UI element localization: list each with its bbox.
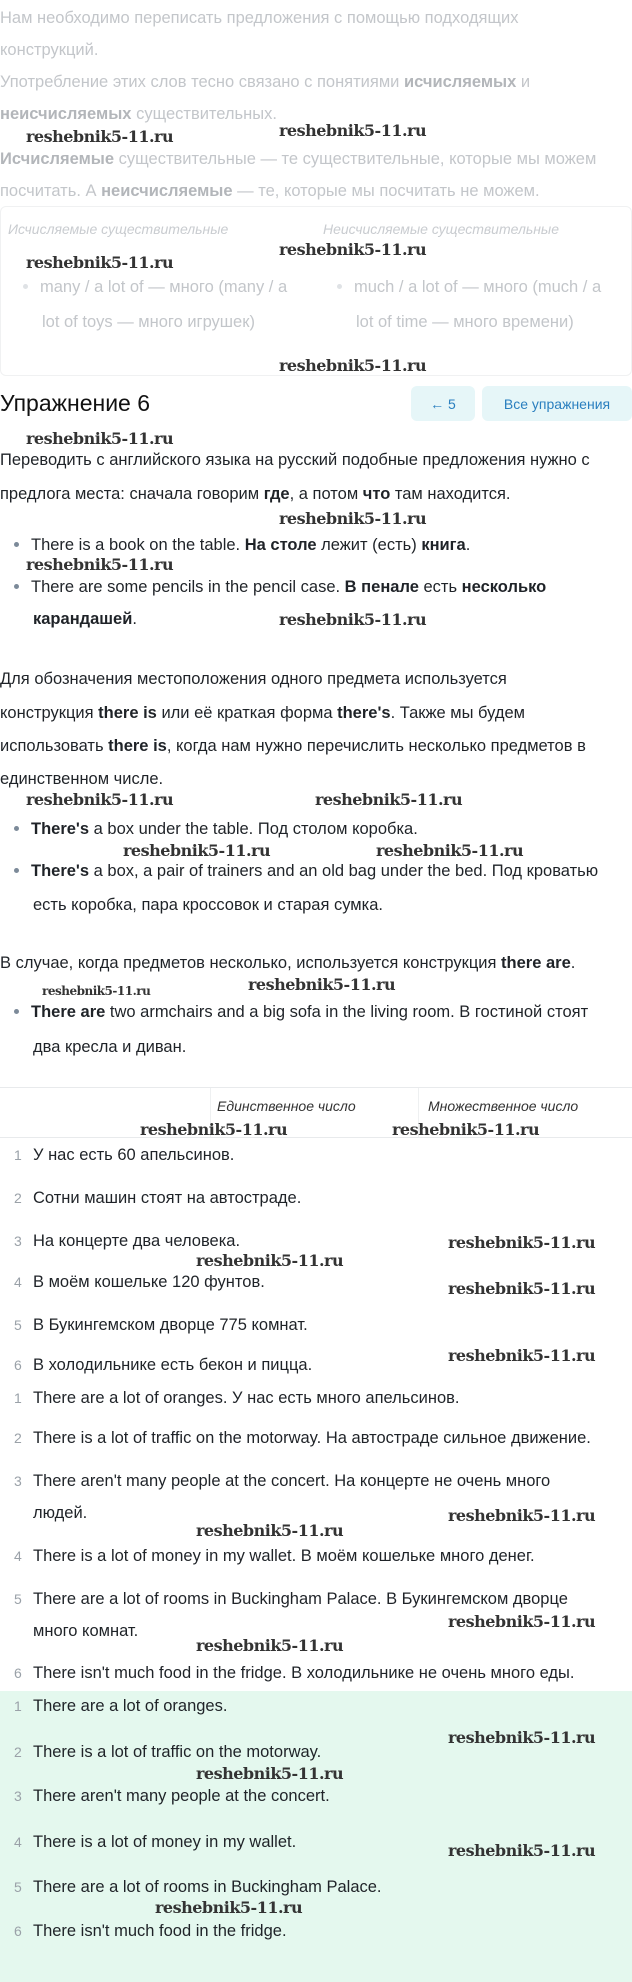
watermark: reshebnik5-11.ru xyxy=(42,984,151,998)
list-item: There are two armchairs and a big sofa in the living room. В гостиной стоят xyxy=(14,1002,588,1022)
watermark: reshebnik5-11.ru xyxy=(279,356,427,375)
watermark: reshebnik5-11.ru xyxy=(448,1612,596,1631)
answer-item: 2 There is a lot of traffic on the motorway. На автостраде сильное движение. xyxy=(14,1429,591,1447)
row-number: 4 xyxy=(14,1548,22,1564)
row-number: 1 xyxy=(14,1390,22,1406)
intro-line: конструкций. xyxy=(0,41,99,59)
table-row: 4 В моём кошельке 120 фунтов. xyxy=(14,1273,265,1291)
answer-item-cont: людей. xyxy=(33,1504,88,1522)
watermark: reshebnik5-11.ru xyxy=(448,1841,596,1860)
intro-line: посчитать. А неисчисляемые — те, которые мы посчитать не можем. xyxy=(0,182,540,200)
header-countable: Исчисляемые существительные xyxy=(8,221,229,237)
row-number: 2 xyxy=(14,1430,22,1446)
watermark: reshebnik5-11.ru xyxy=(26,127,174,146)
final-answer-item: 3 There aren't many people at the concert. xyxy=(14,1787,330,1805)
watermark: reshebnik5-11.ru xyxy=(196,1521,344,1540)
text-line: единственном числе. xyxy=(0,770,164,788)
row-number: 3 xyxy=(14,1788,22,1804)
list-item-cont: карандашей. xyxy=(33,610,137,628)
watermark: reshebnik5-11.ru xyxy=(196,1636,344,1655)
table-row: 1 У нас есть 60 апельсинов. xyxy=(14,1146,235,1164)
final-answer-item: 4 There is a lot of money in my wallet. xyxy=(14,1833,297,1851)
watermark: reshebnik5-11.ru xyxy=(248,975,396,994)
final-answer-item: 5 There are a lot of rooms in Buckingham Palace. xyxy=(14,1878,382,1896)
text-line: использовать there is, когда нам нужно перечислить несколько предметов в xyxy=(0,737,586,755)
bullet-icon xyxy=(14,826,19,831)
header-singular: Единственное число xyxy=(217,1098,356,1114)
list-item-cont: lot of time — много времени) xyxy=(356,313,574,331)
table-row: 6 В холодильнике есть бекон и пицца. xyxy=(14,1356,313,1374)
row-number: 1 xyxy=(14,1147,22,1163)
bullet-icon xyxy=(14,1009,19,1014)
row-number: 4 xyxy=(14,1274,22,1290)
watermark: reshebnik5-11.ru xyxy=(196,1764,344,1783)
bullet-icon xyxy=(14,542,19,547)
watermark: reshebnik5-11.ru xyxy=(279,610,427,629)
bullet-icon xyxy=(14,584,19,589)
row-number: 5 xyxy=(14,1879,22,1895)
list-item: There's a box, a pair of trainers and an old bag under the bed. Под кроватью xyxy=(14,861,598,881)
table-row: 3 На концерте два человека. xyxy=(14,1232,241,1250)
watermark: reshebnik5-11.ru xyxy=(26,555,174,574)
watermark: reshebnik5-11.ru xyxy=(26,253,174,272)
page-title: Упражнение 6 xyxy=(0,390,151,416)
intro-line: Употребление этих слов тесно связано с понятиями исчисляемых и xyxy=(0,73,531,91)
list-item: There's a box under the table. Под столом коробка. xyxy=(14,819,418,839)
row-number: 6 xyxy=(14,1665,22,1681)
row-number: 6 xyxy=(14,1357,22,1373)
list-item-cont: два кресла и диван. xyxy=(33,1038,187,1056)
answer-item: 6 There isn't much food in the fridge. В холодильнике не очень много еды. xyxy=(14,1664,575,1682)
answer-item: 5 There are a lot of rooms in Buckingham Palace. В Букингемском дворце xyxy=(14,1590,568,1608)
list-item: There are some pencils in the pencil case. В пенале есть несколько xyxy=(14,577,546,597)
watermark: reshebnik5-11.ru xyxy=(315,790,463,809)
list-item: much / a lot of — много (much / a xyxy=(337,277,601,297)
bullet-icon xyxy=(337,284,342,289)
list-item-cont: есть коробка, пара кроссовок и старая сумка. xyxy=(33,896,383,914)
watermark: reshebnik5-11.ru xyxy=(279,509,427,528)
answer-item: 1 There are a lot of oranges. У нас есть много апельсинов. xyxy=(14,1389,460,1407)
answer-item: 4 There is a lot of money in my wallet. В моём кошельке много денег. xyxy=(14,1547,535,1565)
list-item-cont: lot of toys — много игрушек) xyxy=(42,313,255,331)
final-answer-item: 6 There isn't much food in the fridge. xyxy=(14,1922,287,1940)
row-number: 2 xyxy=(14,1190,22,1206)
text-line: предлога места: сначала говорим где, а потом что там находится. xyxy=(0,485,511,503)
header-uncountable: Неисчисляемые существительные xyxy=(323,221,560,237)
row-number: 5 xyxy=(14,1591,22,1607)
watermark: reshebnik5-11.ru xyxy=(448,1233,596,1252)
intro-line: Исчисляемые существительные — те существительные, которые мы можем xyxy=(0,150,597,168)
watermark: reshebnik5-11.ru xyxy=(279,121,427,140)
intro-line: Нам необходимо переписать предложения с помощью подходящих xyxy=(0,9,519,27)
final-answer-item: 1 There are a lot of oranges. xyxy=(14,1697,228,1715)
all-exercises-button[interactable]: Все упражнения xyxy=(482,386,632,421)
watermark: reshebnik5-11.ru xyxy=(123,841,271,860)
text-line: В случае, когда предметов несколько, используется конструкция there are. xyxy=(0,954,576,972)
row-number: 3 xyxy=(14,1473,22,1489)
row-number: 5 xyxy=(14,1317,22,1333)
text-line: Для обозначения местоположения одного предмета используется xyxy=(0,670,507,688)
watermark: reshebnik5-11.ru xyxy=(376,841,524,860)
list-item: many / a lot of — много (many / a xyxy=(23,277,287,297)
watermark: reshebnik5-11.ru xyxy=(279,240,427,259)
final-answer-item: 2 There is a lot of traffic on the motorway. xyxy=(14,1743,322,1761)
bullet-icon xyxy=(14,868,19,873)
table-row: 2 Сотни машин стоят на автостраде. xyxy=(14,1189,302,1207)
row-number: 1 xyxy=(14,1698,22,1714)
watermark: reshebnik5-11.ru xyxy=(140,1120,288,1139)
row-number: 6 xyxy=(14,1923,22,1939)
watermark: reshebnik5-11.ru xyxy=(155,1898,303,1917)
text-line: конструкция there is или её краткая форма there's. Также мы будем xyxy=(0,704,525,722)
watermark: reshebnik5-11.ru xyxy=(196,1251,344,1270)
row-number: 3 xyxy=(14,1233,22,1249)
answer-item-cont: много комнат. xyxy=(33,1622,139,1640)
row-number: 2 xyxy=(14,1744,22,1760)
list-item: There is a book on the table. На столе лежит (есть) книга. xyxy=(14,535,470,555)
bullet-icon xyxy=(23,284,28,289)
header-plural: Множественное число xyxy=(428,1098,579,1114)
row-number: 4 xyxy=(14,1834,22,1850)
watermark: reshebnik5-11.ru xyxy=(26,429,174,448)
watermark: reshebnik5-11.ru xyxy=(448,1346,596,1365)
intro-line: неисчисляемых существительных. xyxy=(0,105,277,123)
text-line: Переводить с английского языка на русский подобные предложения нужно с xyxy=(0,451,590,469)
watermark: reshebnik5-11.ru xyxy=(448,1728,596,1747)
watermark: reshebnik5-11.ru xyxy=(448,1279,596,1298)
watermark: reshebnik5-11.ru xyxy=(448,1506,596,1525)
table-row: 5 В Букингемском дворце 775 комнат. xyxy=(14,1316,308,1334)
watermark: reshebnik5-11.ru xyxy=(26,790,174,809)
answer-item: 3 There aren't many people at the concert. На концерте не очень много xyxy=(14,1472,551,1490)
watermark: reshebnik5-11.ru xyxy=(392,1120,540,1139)
prev-exercise-button[interactable]: ← 5 xyxy=(411,386,475,421)
noun-table xyxy=(0,206,632,376)
